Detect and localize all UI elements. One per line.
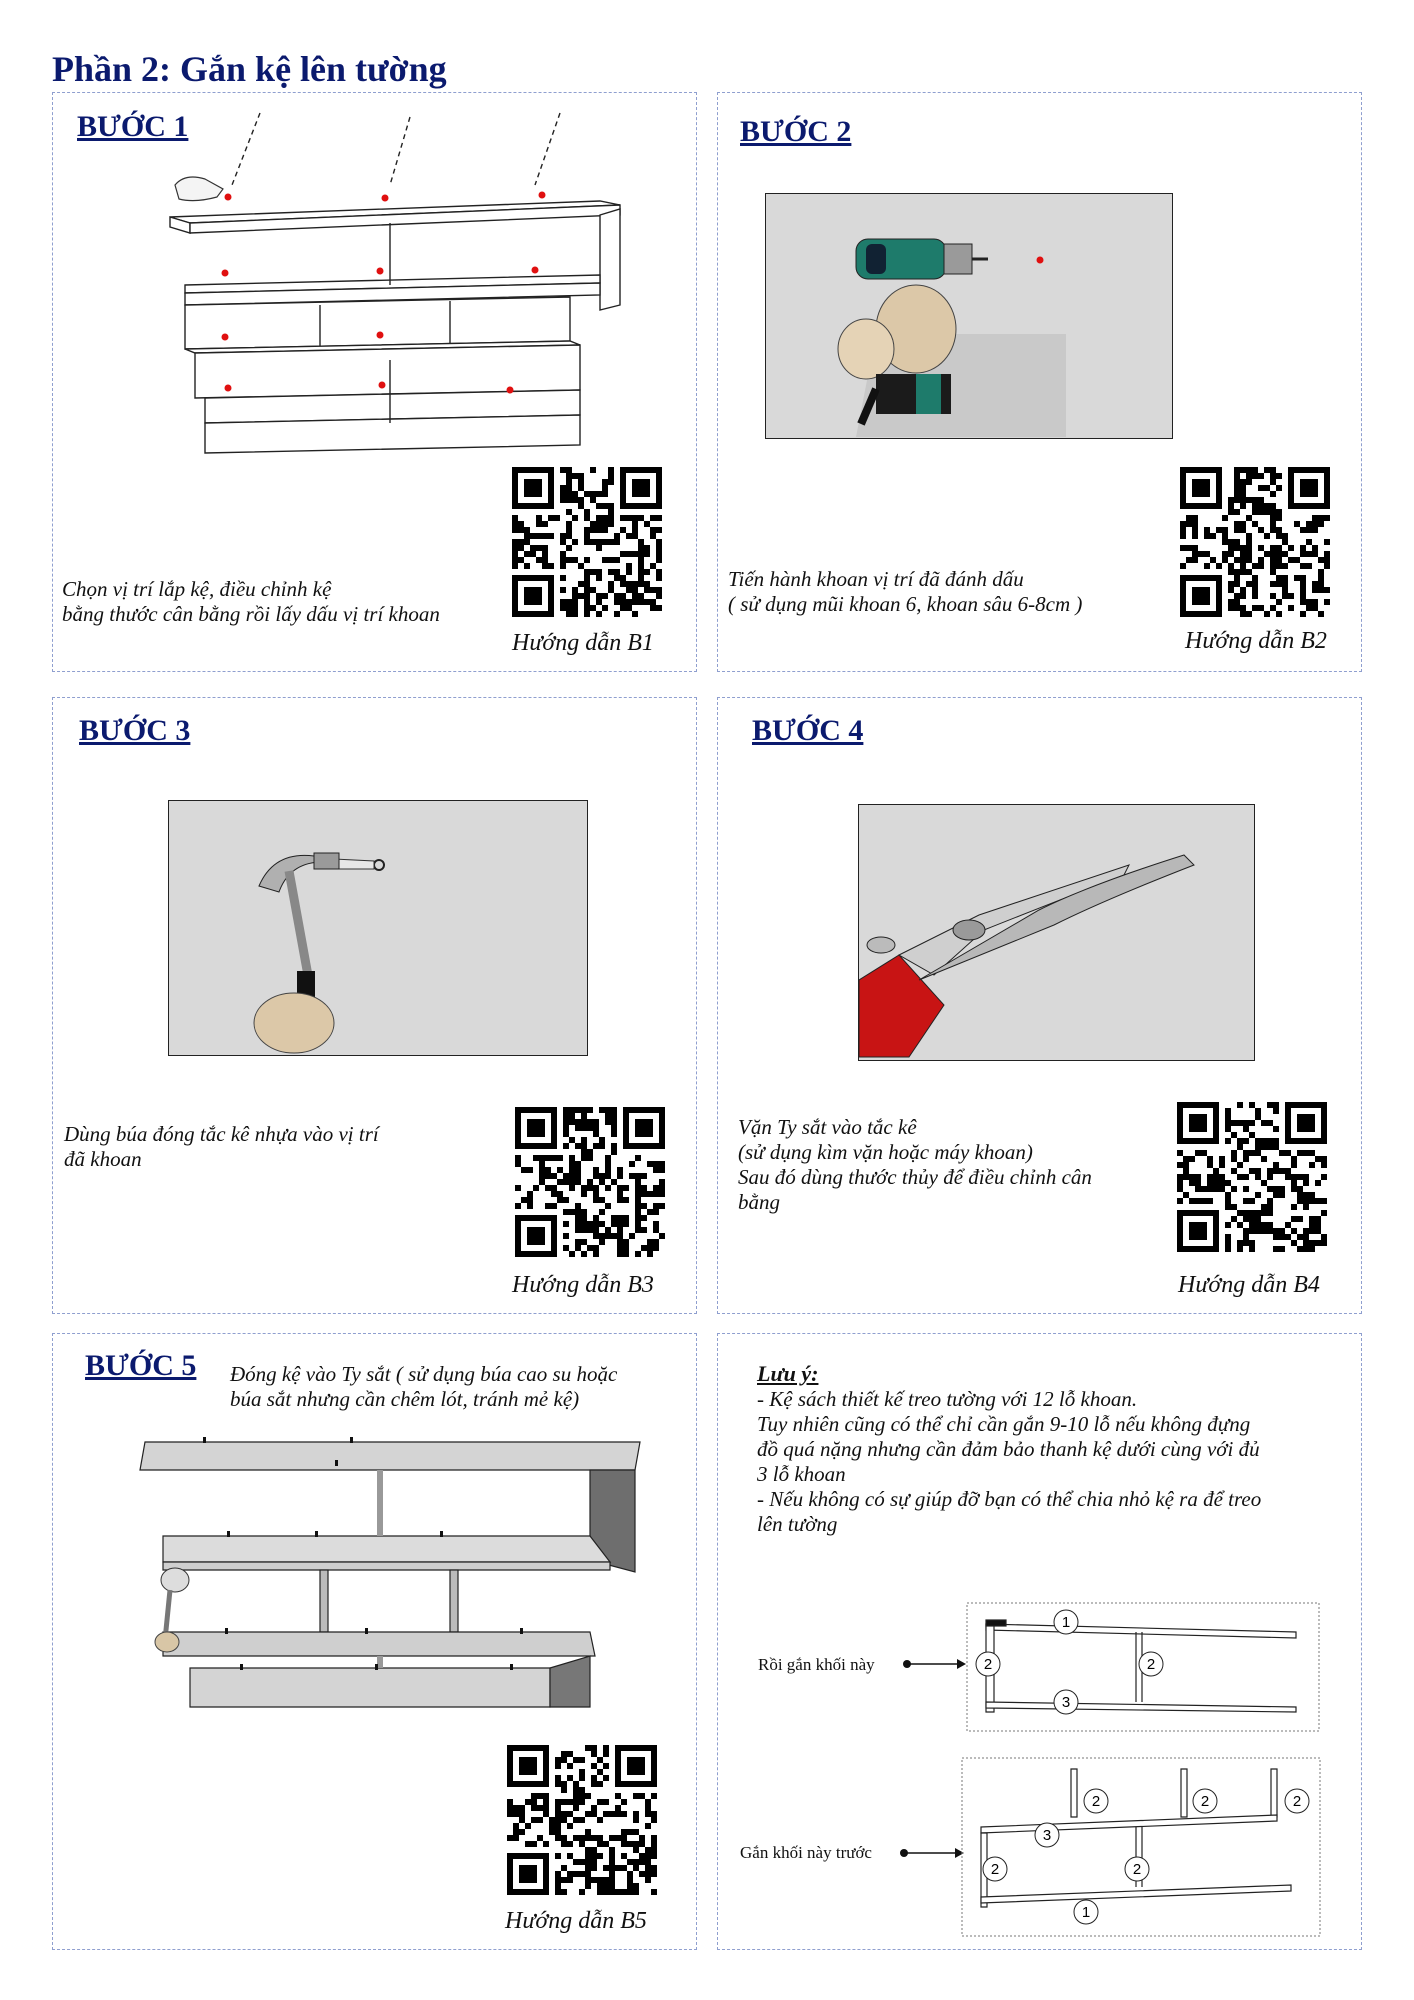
step-2-drill-photo [765,193,1173,439]
top-num-2b: 2 [1146,1656,1156,1673]
callout-attach-this-block-first: Gắn khối này trước [740,1843,872,1862]
bot-num-2c: 2 [1292,1793,1302,1810]
callout-attach-this-block-then: Rồi gắn khối này [758,1655,875,1674]
step-2-description: Tiến hành khoan vị trí đã đánh dấu ( sử dụng mũi khoan 6, khoan sâu 6-8cm ) [728,567,1083,616]
step-2-qr-code[interactable] [1180,467,1330,617]
bot-num-2b: 2 [1200,1793,1210,1810]
callout-arrow-top-icon [902,1656,967,1672]
step-5-description: Đóng kệ vào Ty sắt ( sử dụng búa cao su hoặc búa sắt nhưng cần chêm lót, tránh mẻ kệ) [230,1362,618,1411]
step-5-guide-label: Hướng dẫn B5 [505,1908,647,1934]
shelf-mounting-illustration [135,1432,645,1722]
note-title: Lưu ý: [757,1361,819,1386]
step-4-pliers-photo [858,804,1255,1061]
step-4-description: Vặn Ty sắt vào tắc kê (sử dụng kìm vặn hoặc máy khoan) Sau đó dùng thước thủy để điều chỉnh cân bằng [738,1115,1092,1214]
page-title: Phần 2: Gắn kệ lên tường [52,49,447,89]
shelf-marking-illustration [160,105,640,460]
bot-num-3: 3 [1042,1827,1052,1844]
callout-arrow-bottom-icon [899,1845,965,1861]
step-3-description: Dùng búa đóng tắc kê nhựa vào vị trí đã khoan [64,1122,379,1171]
top-num-1: 1 [1061,1614,1071,1631]
bottom-block-diagram [961,1757,1321,1937]
step-4-guide-label: Hướng dẫn B4 [1178,1272,1320,1298]
top-num-2a: 2 [983,1656,993,1673]
bot-num-2d: 2 [990,1861,1000,1878]
step-3-hammer-photo [168,800,588,1056]
step-3-title: BƯỚC 3 [79,714,191,747]
step-5-qr-code[interactable] [507,1745,657,1895]
step-3-guide-label: Hướng dẫn B3 [512,1272,654,1298]
step-1-description: Chọn vị trí lắp kệ, điều chỉnh kệ bằng thước cân bằng rồi lấy dấu vị trí khoan [62,577,440,626]
bot-num-1: 1 [1081,1904,1091,1921]
step-4-title: BƯỚC 4 [752,714,864,747]
note-text: - Kệ sách thiết kế treo tường với 12 lỗ khoan. Tuy nhiên cũng có thể chỉ cần gắn 9-10 lỗ nếu không đựng đồ quá nặng nhưng cần đảm bảo thanh kệ dưới cùng với đủ 3 lỗ khoan - Nếu không có sự giúp đỡ bạn có thể chia nhỏ kệ ra để treo lên tường [757,1387,1262,1536]
step-3-qr-code[interactable] [515,1107,665,1257]
step-4-qr-code[interactable] [1177,1102,1327,1252]
step-1-guide-label: Hướng dẫn B1 [512,630,654,656]
step-1-qr-code[interactable] [512,467,662,617]
step-5-title: BƯỚC 5 [85,1349,197,1382]
top-num-3: 3 [1061,1694,1071,1711]
step-2-title: BƯỚC 2 [740,115,852,148]
bot-num-2a: 2 [1091,1793,1101,1810]
step-1-title: BƯỚC 1 [77,110,189,143]
bot-num-2e: 2 [1132,1861,1142,1878]
top-block-diagram [966,1602,1321,1734]
step-2-guide-label: Hướng dẫn B2 [1185,628,1327,654]
